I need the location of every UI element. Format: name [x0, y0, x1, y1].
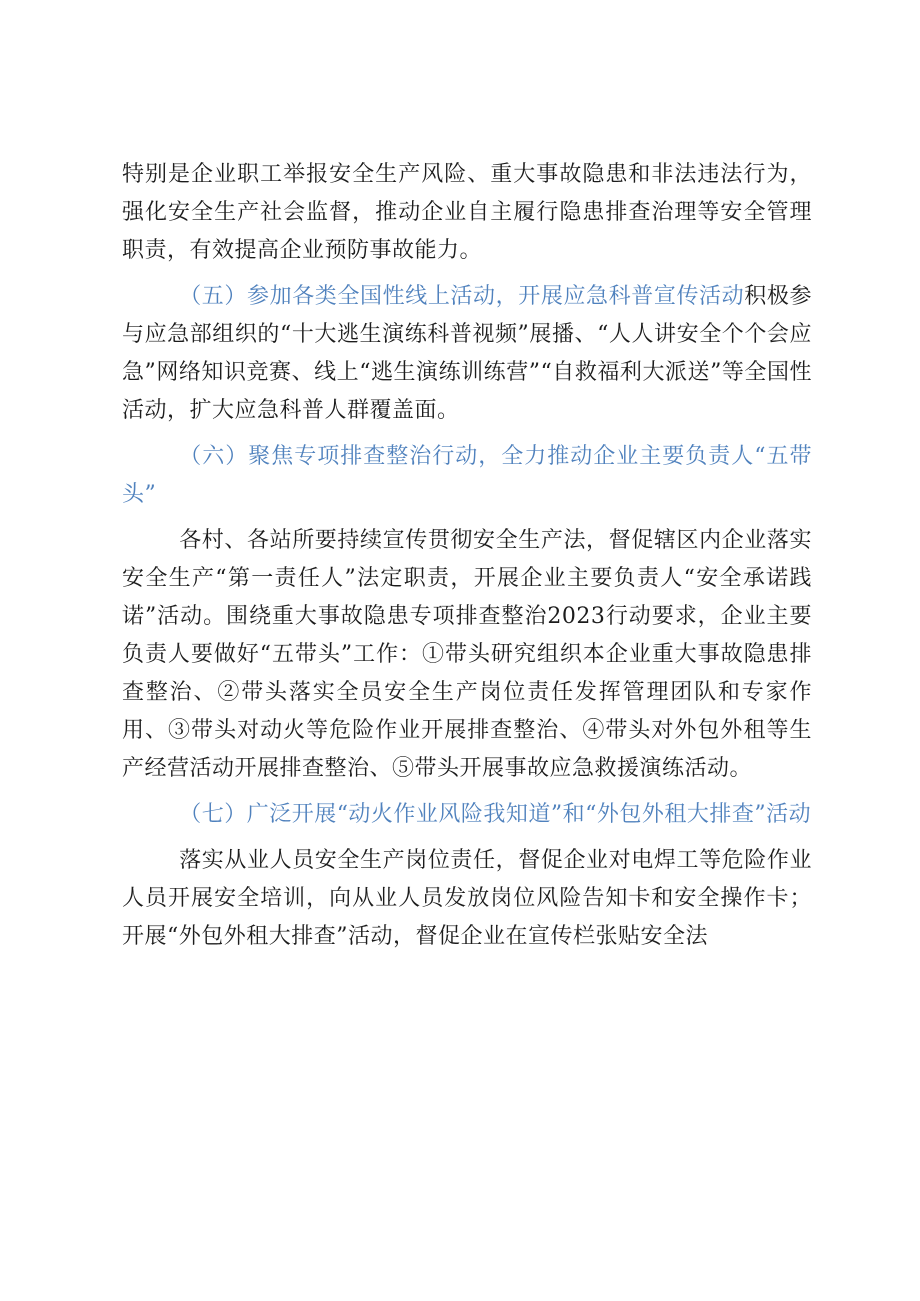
section-heading-text: （七）广泛开展“动火作业风险我知道”和“外包外租大排查”活动 [179, 802, 812, 827]
paragraph-text: 落实从业人员安全生产岗位责任，督促企业对电焊工等危险作业人员开展安全培训，向从业人员发放岗位风险告知卡和安全操作卡；开展“外包外租大排查”活动，督促企业在宣传栏张贴安全法 [122, 848, 812, 949]
paragraph-section-five [122, 278, 812, 430]
section-heading-six [122, 438, 812, 514]
paragraph-text: 特别是企业职工举报安全生产风险、重大事故隐患和非法违法行为，强化安全生产社会监督，推动企业自主履行隐患排查治理等安全管理职责，有效提高企业预防事故能力。 [122, 162, 812, 263]
section-heading-text: （六）聚焦专项排查整治行动，全力推动企业主要负责人“五带头” [122, 444, 812, 507]
section-heading-five: （五）参加各类全国性线上活动，开展应急科普宣传活动 [179, 284, 745, 309]
paragraph-text: 积极参与应急部组织的“十大逃生演练科普视频”展播、“人人讲安全个个会应急”网络知识竞赛、线上“逃生演练训练营”“自救福利大派送”等全国性活动，扩大应急科普人群覆盖面。 [122, 284, 812, 423]
document-body [122, 156, 812, 964]
paragraph-text: 各村、各站所要持续宣传贯彻安全生产法，督促辖区内企业落实安全生产“第一责任人”法定职责，开展企业主要负责人“安全承诺践诺”活动。围绕重大事故隐患专项排查整治2023行动要求，企业主要负责人要做好“五带头”工作：①带头研究组织本企业重大事故隐患排查整治、②带头落实全员安全生产岗位责任发挥管理团队和专家作用、③带头对动火等危险作业开展排查整治、④带头对外包外租等生产经营活动开展排查整治、⑤带头开展事故应急救援演练活动。 [122, 528, 812, 781]
paragraph-section-six-body [122, 522, 812, 788]
section-heading-seven [122, 796, 812, 834]
paragraph-section-seven-body [122, 842, 812, 956]
paragraph-continuation [122, 156, 812, 270]
